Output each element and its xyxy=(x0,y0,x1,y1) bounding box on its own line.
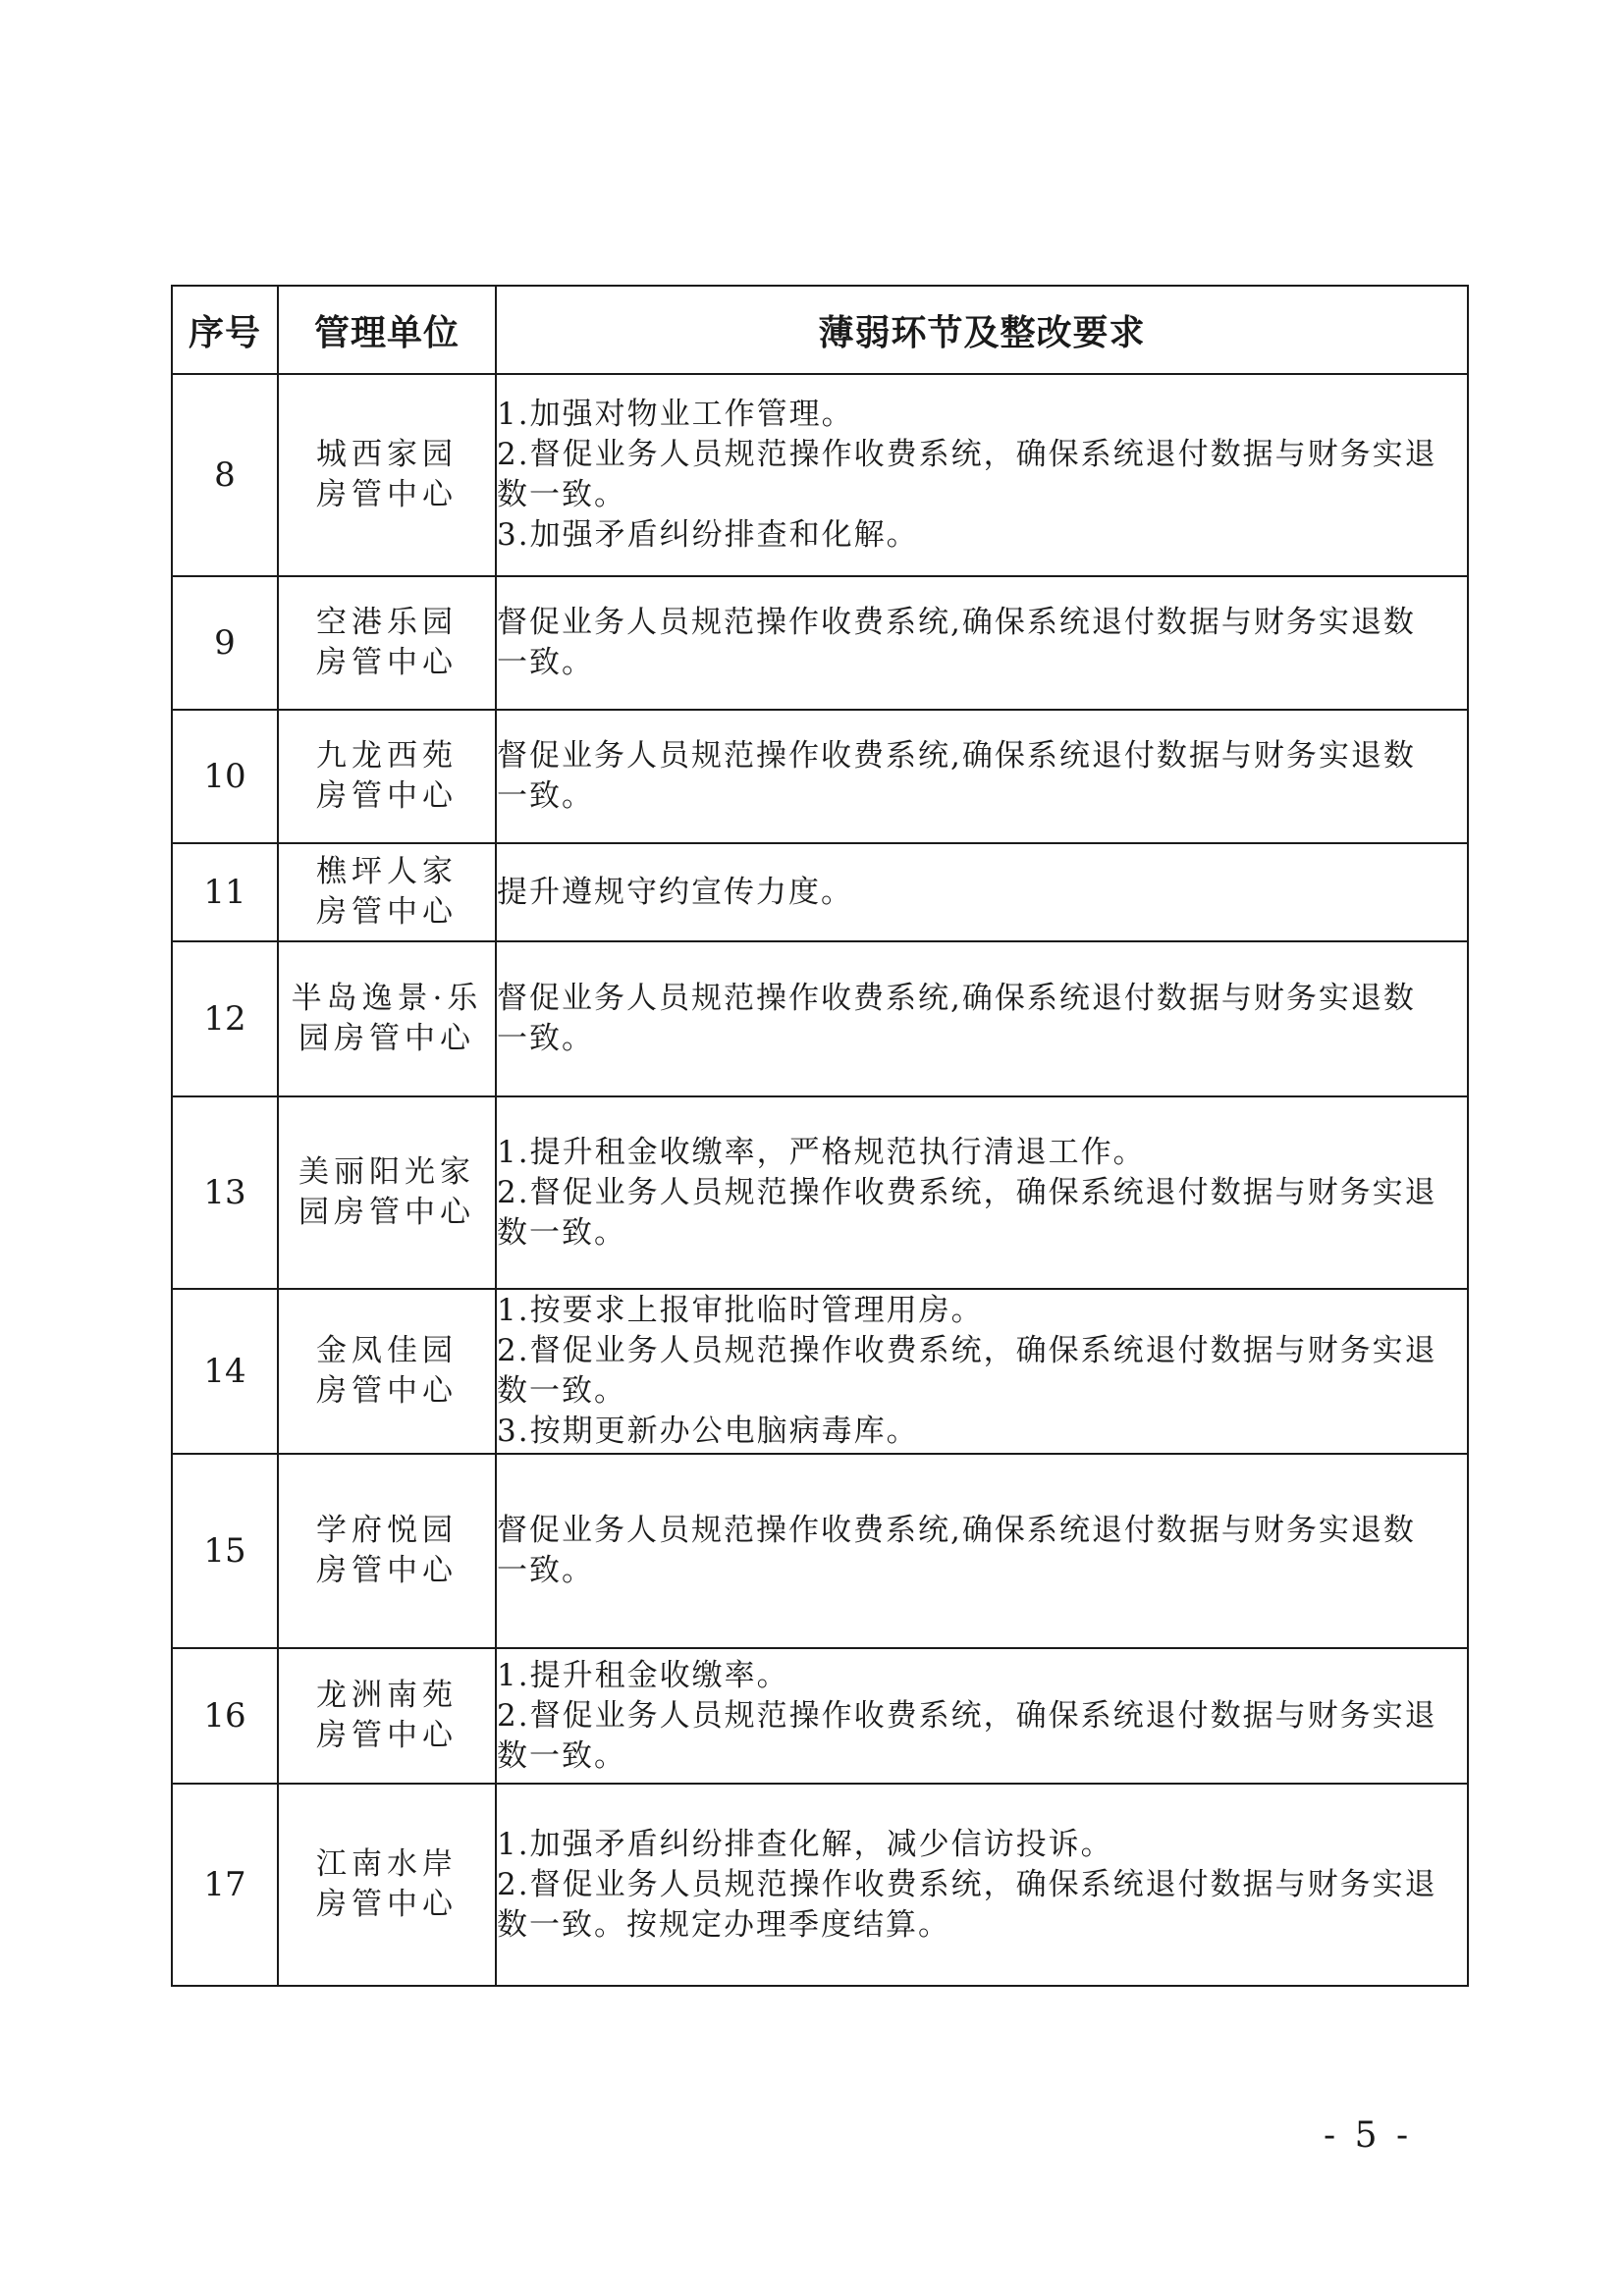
management-unit xyxy=(278,710,496,843)
requirement-line: 数一致。 xyxy=(497,1373,626,1409)
unit-line: 房管中心 xyxy=(316,1718,458,1753)
unit-line: 金凤佳园 xyxy=(316,1333,458,1368)
page-number: - 5 - xyxy=(1324,2115,1413,2156)
requirement-line: 督促业务人员规范操作收费系统,确保系统退付数据与财务实退数 xyxy=(497,981,1416,1016)
unit-line: 房管中心 xyxy=(316,778,458,814)
requirement-line: 督促业务人员规范操作收费系统,确保系统退付数据与财务实退数 xyxy=(497,1513,1416,1548)
unit-line: 房管中心 xyxy=(316,477,458,512)
unit-line: 美丽阳光家 xyxy=(298,1154,475,1190)
row-number: 17 xyxy=(172,1784,278,1986)
management-unit xyxy=(278,1289,496,1454)
header-no: 序号 xyxy=(172,286,278,374)
requirements-cell xyxy=(496,374,1468,576)
requirement-line: 一致。 xyxy=(497,1021,594,1056)
requirement-line: 一致。 xyxy=(497,778,594,814)
management-unit xyxy=(278,576,496,710)
management-unit xyxy=(278,1096,496,1289)
unit-line: 房管中心 xyxy=(316,1373,458,1409)
table-row xyxy=(172,1784,1468,1986)
unit-line: 龙洲南苑 xyxy=(316,1678,458,1713)
requirements-cell xyxy=(496,576,1468,710)
row-number: 14 xyxy=(172,1289,278,1454)
table-row xyxy=(172,1648,1468,1784)
table-row xyxy=(172,1096,1468,1289)
table-row xyxy=(172,374,1468,576)
table-row xyxy=(172,843,1468,941)
requirement-line: 1.加强矛盾纠纷排查化解，减少信访投诉。 xyxy=(497,1826,1113,1862)
row-number: 8 xyxy=(172,374,278,576)
requirement-line: 数一致。 xyxy=(497,477,626,512)
requirement-line: 1.提升租金收缴率。 xyxy=(497,1657,789,1693)
requirements-cell xyxy=(496,1454,1468,1648)
table-row xyxy=(172,710,1468,843)
requirement-line: 1.加强对物业工作管理。 xyxy=(497,397,854,432)
table-row xyxy=(172,1454,1468,1648)
rectification-table-container xyxy=(171,285,1467,1987)
unit-line: 城西家园 xyxy=(316,437,458,472)
requirement-line: 3.加强矛盾纠纷排查和化解。 xyxy=(497,517,919,553)
row-number: 16 xyxy=(172,1648,278,1784)
requirement-line: 提升遵规守约宣传力度。 xyxy=(497,874,853,910)
requirement-line: 数一致。按规定办理季度结算。 xyxy=(497,1906,950,1943)
requirement-line: 数一致。 xyxy=(497,1737,626,1774)
unit-line: 九龙西苑 xyxy=(316,738,458,774)
table-header-row xyxy=(172,286,1468,374)
requirement-line: 3.按期更新办公电脑病毒库。 xyxy=(497,1414,919,1449)
management-unit xyxy=(278,1454,496,1648)
unit-line: 房管中心 xyxy=(316,1887,458,1922)
header-requirements: 薄弱环节及整改要求 xyxy=(496,286,1468,374)
requirement-line: 1.按要求上报审批临时管理用房。 xyxy=(497,1293,984,1328)
table-row xyxy=(172,941,1468,1096)
unit-line: 房管中心 xyxy=(316,645,458,680)
requirements-cell xyxy=(496,710,1468,843)
requirements-cell xyxy=(496,843,1468,941)
management-unit xyxy=(278,843,496,941)
requirement-line: 2.督促业务人员规范操作收费系统，确保系统退付数据与财务实退 xyxy=(497,1697,1437,1734)
row-number: 13 xyxy=(172,1096,278,1289)
requirement-line: 一致。 xyxy=(497,1553,594,1588)
unit-line: 半岛逸景·乐 xyxy=(291,981,483,1016)
rectification-table xyxy=(171,285,1469,1987)
unit-line: 樵坪人家 xyxy=(316,854,458,889)
requirement-line: 2.督促业务人员规范操作收费系统，确保系统退付数据与财务实退 xyxy=(497,1174,1437,1210)
requirement-line: 一致。 xyxy=(497,645,594,680)
row-number: 11 xyxy=(172,843,278,941)
requirement-line: 督促业务人员规范操作收费系统,确保系统退付数据与财务实退数 xyxy=(497,605,1416,640)
requirement-line: 督促业务人员规范操作收费系统,确保系统退付数据与财务实退数 xyxy=(497,738,1416,774)
table-row xyxy=(172,1289,1468,1454)
requirement-line: 2.督促业务人员规范操作收费系统，确保系统退付数据与财务实退 xyxy=(497,1333,1437,1368)
management-unit xyxy=(278,374,496,576)
row-number: 10 xyxy=(172,710,278,843)
table-body xyxy=(172,374,1468,1986)
unit-line: 学府悦园 xyxy=(316,1513,458,1548)
management-unit xyxy=(278,1648,496,1784)
unit-line: 园房管中心 xyxy=(298,1021,475,1056)
management-unit xyxy=(278,1784,496,1986)
requirements-cell xyxy=(496,1096,1468,1289)
row-number: 15 xyxy=(172,1454,278,1648)
requirement-line: 数一致。 xyxy=(497,1214,626,1251)
requirements-cell xyxy=(496,1648,1468,1784)
requirement-line: 1.提升租金收缴率，严格规范执行清退工作。 xyxy=(497,1134,1146,1170)
requirements-cell xyxy=(496,941,1468,1096)
unit-line: 房管中心 xyxy=(316,1553,458,1588)
unit-line: 江南水岸 xyxy=(316,1846,458,1882)
management-unit xyxy=(278,941,496,1096)
row-number: 12 xyxy=(172,941,278,1096)
requirement-line: 2.督促业务人员规范操作收费系统，确保系统退付数据与财务实退 xyxy=(497,437,1437,472)
header-unit: 管理单位 xyxy=(278,286,496,374)
unit-line: 空港乐园 xyxy=(316,605,458,640)
unit-line: 园房管中心 xyxy=(298,1195,475,1230)
row-number: 9 xyxy=(172,576,278,710)
unit-line: 房管中心 xyxy=(316,894,458,930)
requirement-line: 2.督促业务人员规范操作收费系统，确保系统退付数据与财务实退 xyxy=(497,1866,1437,1902)
table-row xyxy=(172,576,1468,710)
requirements-cell xyxy=(496,1784,1468,1986)
requirements-cell xyxy=(496,1289,1468,1454)
